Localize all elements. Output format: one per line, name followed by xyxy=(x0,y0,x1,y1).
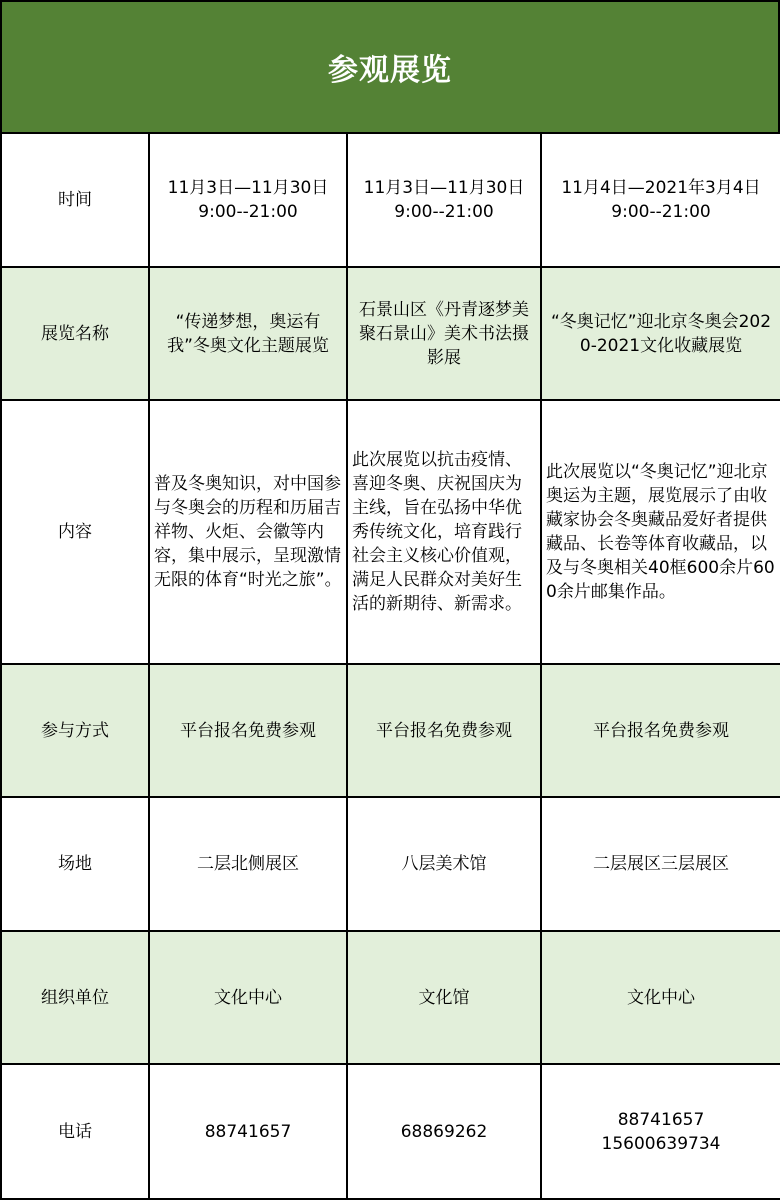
cell-name-3: “冬奥记忆”迎北京冬奥会2020-2021文化收藏展览 xyxy=(541,267,780,400)
row-label-method: 参与方式 xyxy=(1,664,149,797)
cell-venue-1: 二层北侧展区 xyxy=(149,797,347,931)
row-label-phone: 电话 xyxy=(1,1064,149,1199)
row-label-time: 时间 xyxy=(1,133,149,267)
cell-phone-3: 88741657 15600639734 xyxy=(541,1064,780,1199)
row-label-venue: 场地 xyxy=(1,797,149,931)
row-method xyxy=(1,664,780,797)
row-label-name: 展览名称 xyxy=(1,267,149,400)
exhibition-table xyxy=(0,132,780,1200)
cell-method-2: 平台报名免费参观 xyxy=(347,664,541,797)
page-title: 参观展览 xyxy=(328,53,452,88)
row-label-organizer: 组织单位 xyxy=(1,931,149,1064)
cell-content-2: 此次展览以抗击疫情、喜迎冬奥、庆祝国庆为主线，旨在弘扬中华优秀传统文化，培育践行社会主义核心价值观，满足人民群众对美好生活的新期待、新需求。 xyxy=(347,400,541,664)
row-content xyxy=(1,400,780,664)
cell-name-2: 石景山区《丹青逐梦美聚石景山》美术书法摄影展 xyxy=(347,267,541,400)
cell-time-3: 11月4日—2021年3月4日 9:00--21:00 xyxy=(541,133,780,267)
cell-phone-1: 88741657 xyxy=(149,1064,347,1199)
cell-venue-3: 二层展区三层展区 xyxy=(541,797,780,931)
cell-organizer-1: 文化中心 xyxy=(149,931,347,1064)
cell-venue-2: 八层美术馆 xyxy=(347,797,541,931)
cell-time-2: 11月3日—11月30日 9:00--21:00 xyxy=(347,133,541,267)
cell-method-1: 平台报名免费参观 xyxy=(149,664,347,797)
row-phone xyxy=(1,1064,780,1199)
cell-time-1: 11月3日—11月30日 9:00--21:00 xyxy=(149,133,347,267)
row-organizer xyxy=(1,931,780,1064)
cell-method-3: 平台报名免费参观 xyxy=(541,664,780,797)
row-label-content: 内容 xyxy=(1,400,149,664)
cell-content-1: 普及冬奥知识，对中国参与冬奥会的历程和历届吉祥物、火炬、会徽等内容，集中展示，呈现激情无限的体育“时光之旅”。 xyxy=(149,400,347,664)
cell-organizer-3: 文化中心 xyxy=(541,931,780,1064)
cell-content-3: 此次展览以“冬奥记忆”迎北京奥运为主题，展览展示了由收藏家协会冬奥藏品爱好者提供藏品、长卷等体育收藏品，以及与冬奥相关40框600余片600余片邮集作品。 xyxy=(541,400,780,664)
cell-phone-2: 68869262 xyxy=(347,1064,541,1199)
row-time xyxy=(1,133,780,267)
title-banner xyxy=(0,0,780,134)
row-name xyxy=(1,267,780,400)
cell-organizer-2: 文化馆 xyxy=(347,931,541,1064)
cell-name-1: “传递梦想，奥运有我”冬奥文化主题展览 xyxy=(149,267,347,400)
row-venue xyxy=(1,797,780,931)
